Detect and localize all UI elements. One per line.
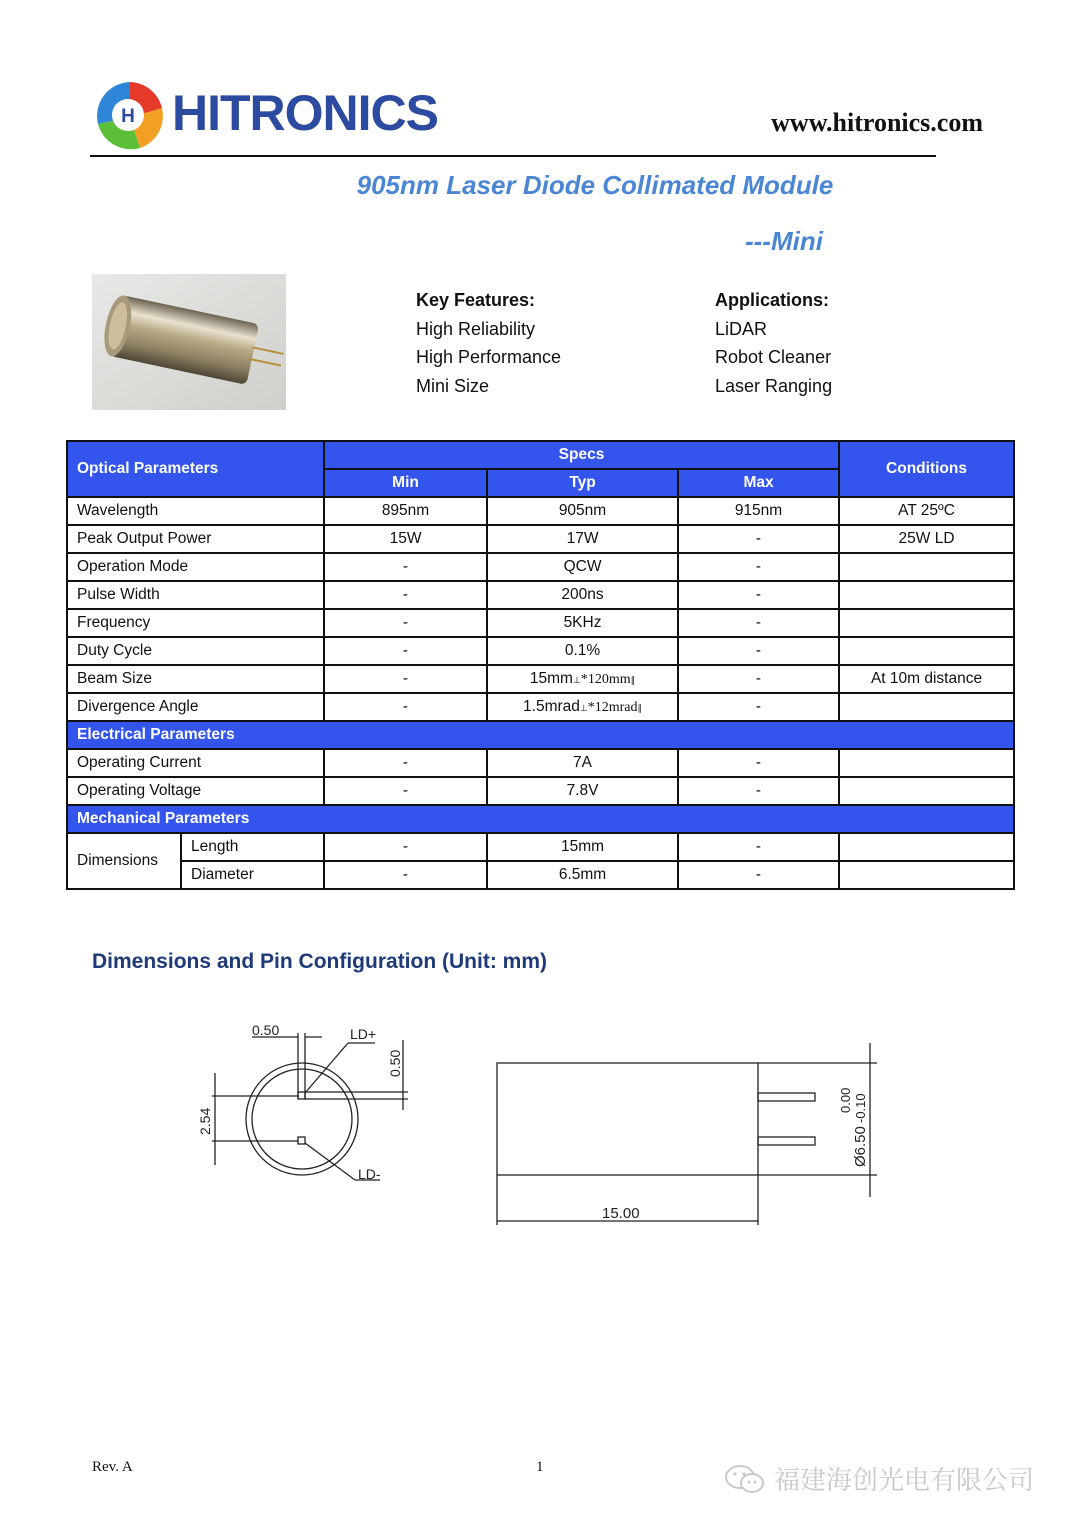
param-name: Beam Size xyxy=(67,665,324,693)
dimensions-group-label: Dimensions xyxy=(67,833,181,889)
table-row xyxy=(67,749,1014,777)
typ-value: 15mm xyxy=(487,833,678,861)
table-row xyxy=(67,833,1014,861)
parallel-subscript: ∥ xyxy=(630,675,636,685)
min-value: - xyxy=(324,637,487,665)
watermark-text: 福建海创光电有限公司 xyxy=(774,1465,1035,1495)
typ-part-a: 15mm xyxy=(529,670,573,687)
body-side-outline xyxy=(497,1063,758,1175)
conditions-header: Conditions xyxy=(839,441,1014,497)
key-features-heading: Key Features: xyxy=(416,290,536,310)
table-row xyxy=(67,637,1014,665)
max-value: - xyxy=(678,637,839,665)
pin-side-bottom xyxy=(758,1137,815,1145)
optical-parameters-header: Optical Parameters xyxy=(67,441,324,497)
mechanical-parameters-header: Mechanical Parameters xyxy=(67,805,1014,833)
min-value: - xyxy=(324,693,487,721)
typ-value: 200ns xyxy=(487,581,678,609)
application-item: Robot Cleaner xyxy=(715,347,832,367)
max-value: - xyxy=(678,553,839,581)
condition-value xyxy=(839,861,1014,889)
feature-item: Mini Size xyxy=(416,375,490,396)
condition-value xyxy=(839,637,1014,665)
min-value: - xyxy=(324,609,487,637)
param-name: Pulse Width xyxy=(67,581,324,609)
typ-value: 5KHz xyxy=(487,609,678,637)
min-value: 895nm xyxy=(324,497,487,525)
param-name: Divergence Angle xyxy=(67,693,324,721)
min-value: - xyxy=(324,665,487,693)
body-inner-circle xyxy=(252,1069,352,1169)
typ-value: 0.1% xyxy=(487,637,678,665)
typ-header: Typ xyxy=(487,469,678,497)
side-view-drawing xyxy=(485,1035,885,1235)
table-row xyxy=(67,525,1014,553)
condition-value xyxy=(839,833,1014,861)
table-row xyxy=(67,609,1014,637)
company-logo xyxy=(90,78,460,154)
min-value: - xyxy=(324,553,487,581)
param-name: Diameter xyxy=(181,861,324,889)
header-divider xyxy=(90,155,936,157)
condition-value xyxy=(839,749,1014,777)
min-value: - xyxy=(324,833,487,861)
dim-tolerance-upper: 0.00 xyxy=(838,1087,853,1113)
param-name: Length xyxy=(181,833,324,861)
applications-heading: Applications: xyxy=(715,290,830,310)
max-value: - xyxy=(678,749,839,777)
max-value: - xyxy=(678,861,839,889)
document-subtitle: ---Mini xyxy=(745,226,823,256)
wechat-icon xyxy=(724,1463,766,1495)
table-row xyxy=(67,665,1014,693)
section-row xyxy=(67,721,1014,749)
param-name: Operating Voltage xyxy=(67,777,324,805)
dim-pin-offset: 0.50 xyxy=(387,1049,403,1077)
perp-subscript: ⊥ xyxy=(579,703,588,713)
watermark xyxy=(724,1460,1034,1497)
typ-part-a: 1.5mrad xyxy=(523,698,580,715)
logo-mark-icon xyxy=(90,78,170,154)
application-item: Laser Ranging xyxy=(715,375,833,396)
max-value: - xyxy=(678,693,839,721)
min-value: - xyxy=(324,581,487,609)
body-outer-circle xyxy=(246,1063,358,1175)
max-value: - xyxy=(678,777,839,805)
min-value: - xyxy=(324,749,487,777)
dimensions-heading: Dimensions and Pin Configuration (Unit: mm) xyxy=(92,950,547,973)
table-row xyxy=(67,581,1014,609)
label-ld-plus: LD+ xyxy=(350,1026,377,1042)
max-value: - xyxy=(678,525,839,553)
dim-diameter: Ø6.50 xyxy=(852,1126,869,1167)
max-value: - xyxy=(678,609,839,637)
param-name: Frequency xyxy=(67,609,324,637)
condition-value: At 10m distance xyxy=(839,665,1014,693)
condition-value: AT 25ºC xyxy=(839,497,1014,525)
typ-value: QCW xyxy=(487,553,678,581)
param-name: Wavelength xyxy=(67,497,324,525)
max-value: - xyxy=(678,665,839,693)
typ-value: 905nm xyxy=(487,497,678,525)
table-row xyxy=(67,553,1014,581)
section-row xyxy=(67,805,1014,833)
condition-value xyxy=(839,777,1014,805)
param-name: Operating Current xyxy=(67,749,324,777)
table-row xyxy=(67,497,1014,525)
perp-subscript: ⊥ xyxy=(572,675,581,685)
min-header: Min xyxy=(324,469,487,497)
dim-pin-width: 0.50 xyxy=(252,1022,280,1038)
key-features xyxy=(416,286,561,400)
condition-value: 25W LD xyxy=(839,525,1014,553)
electrical-parameters-header: Electrical Parameters xyxy=(67,721,1014,749)
pin-ld-plus xyxy=(298,1092,305,1099)
param-name: Peak Output Power xyxy=(67,525,324,553)
condition-value xyxy=(839,693,1014,721)
revision-label: Rev. A xyxy=(92,1459,133,1475)
pin-side-top xyxy=(758,1093,815,1101)
application-item: LiDAR xyxy=(715,318,768,339)
table-row xyxy=(67,861,1014,889)
document-title: 905nm Laser Diode Collimated Module xyxy=(356,170,834,200)
condition-value xyxy=(839,553,1014,581)
applications xyxy=(715,286,832,400)
max-header: Max xyxy=(678,469,839,497)
max-value: 915nm xyxy=(678,497,839,525)
typ-value: 17W xyxy=(487,525,678,553)
parallel-subscript: ∥ xyxy=(637,703,642,713)
condition-value xyxy=(839,609,1014,637)
feature-item: High Performance xyxy=(416,347,562,367)
label-ld-minus: LD- xyxy=(358,1166,381,1182)
brand-name: HITRONICS xyxy=(172,85,438,141)
typ-value: 7A xyxy=(487,749,678,777)
website-url: www.hitronics.com xyxy=(771,108,983,137)
typ-part-b: *12mrad xyxy=(587,700,638,715)
param-name: Duty Cycle xyxy=(67,637,324,665)
page-number: 1 xyxy=(536,1459,544,1475)
product-photo xyxy=(92,274,286,410)
pin-ld-minus xyxy=(298,1137,305,1144)
table-row xyxy=(67,693,1014,721)
min-value: - xyxy=(324,777,487,805)
table-row xyxy=(67,777,1014,805)
typ-value xyxy=(487,665,678,693)
typ-value: 7.8V xyxy=(487,777,678,805)
max-value: - xyxy=(678,581,839,609)
min-value: 15W xyxy=(324,525,487,553)
specifications-table xyxy=(66,440,1015,890)
min-value: - xyxy=(324,861,487,889)
max-value: - xyxy=(678,833,839,861)
typ-value xyxy=(487,693,678,721)
svg-text:H: H xyxy=(121,106,135,127)
typ-part-b: *120mm xyxy=(580,672,631,687)
specs-header: Specs xyxy=(324,441,839,469)
dim-pin-pitch: 2.54 xyxy=(197,1107,213,1135)
typ-value: 6.5mm xyxy=(487,861,678,889)
param-name: Operation Mode xyxy=(67,553,324,581)
dim-tolerance-lower: -0.10 xyxy=(853,1093,868,1123)
condition-value xyxy=(839,581,1014,609)
table-header-row xyxy=(67,441,1014,469)
end-view-drawing xyxy=(190,1015,430,1205)
feature-item: High Reliability xyxy=(416,318,536,339)
dim-length: 15.00 xyxy=(602,1205,640,1222)
